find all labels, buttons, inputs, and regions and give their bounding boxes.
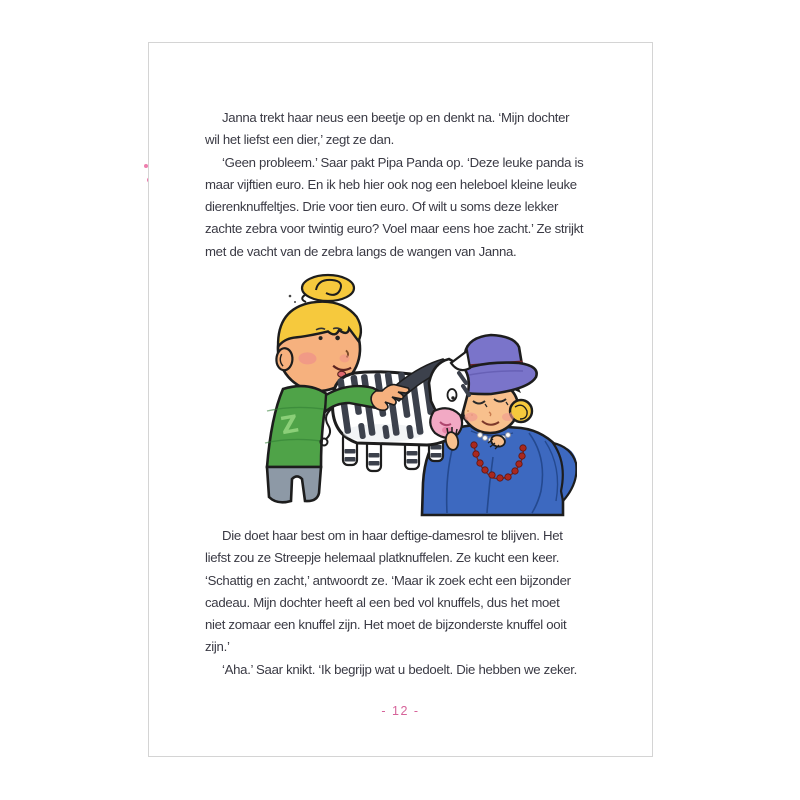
text-line: Die doet haar best om in haar deftige-damesrol te blijven. Het: [222, 528, 563, 543]
story-text-block-2: [205, 525, 617, 681]
text-line: wil het liefst een dier,’ zegt ze dan.: [205, 132, 394, 148]
sweater-letter: Z: [278, 409, 301, 441]
text-line: ‘Schattig en zacht,’ antwoordt ze. ‘Maar ik zoek echt een bijzonder: [205, 572, 571, 588]
text-line: niet zomaar een knuffel zijn. Het moet de bijzonderste knuffel ooit: [205, 617, 567, 633]
text-line: met de vacht van de zebra langs de wangen van Janna.: [205, 243, 517, 259]
boy-pants: [267, 467, 321, 502]
boy-hair-curl: [289, 275, 354, 303]
text-line: dierenknuffeltjes. Drie voor tien euro. Of wilt u soms deze lekker: [205, 199, 559, 215]
page-number: - 12 -: [381, 704, 420, 718]
text-line: liefst zou ze Streepje helemaal platknuffelen. Ze kucht een keer.: [205, 550, 560, 566]
book-page: [148, 42, 653, 757]
text-line: ‘Aha.’ Saar knikt. ‘Ik begrijp wat u bedoelt. Die hebben we zeker.: [222, 661, 578, 677]
zebra-ear: [451, 351, 470, 370]
text-line: cadeau. Mijn dochter heeft al een bed vol knuffels, dus het moet: [205, 594, 560, 610]
story-illustration: [231, 271, 577, 525]
text-line: maar vijftien euro. En ik heb hier ook nog een heleboel kleine leuke: [205, 176, 577, 192]
text-line: zachte zebra voor twintig euro? Voel maar eens hoe zacht.’ Ze strijkt: [205, 221, 584, 237]
text-line: Janna trekt haar neus een beetje op en denkt na. ‘Mijn dochter: [222, 110, 570, 125]
story-text-block-1: [205, 107, 617, 263]
boy-ear: [276, 348, 293, 371]
text-line: zijn.’: [205, 639, 230, 655]
text-line: ‘Geen probleem.’ Saar pakt Pipa Panda op. ‘Deze leuke panda is: [222, 154, 584, 170]
